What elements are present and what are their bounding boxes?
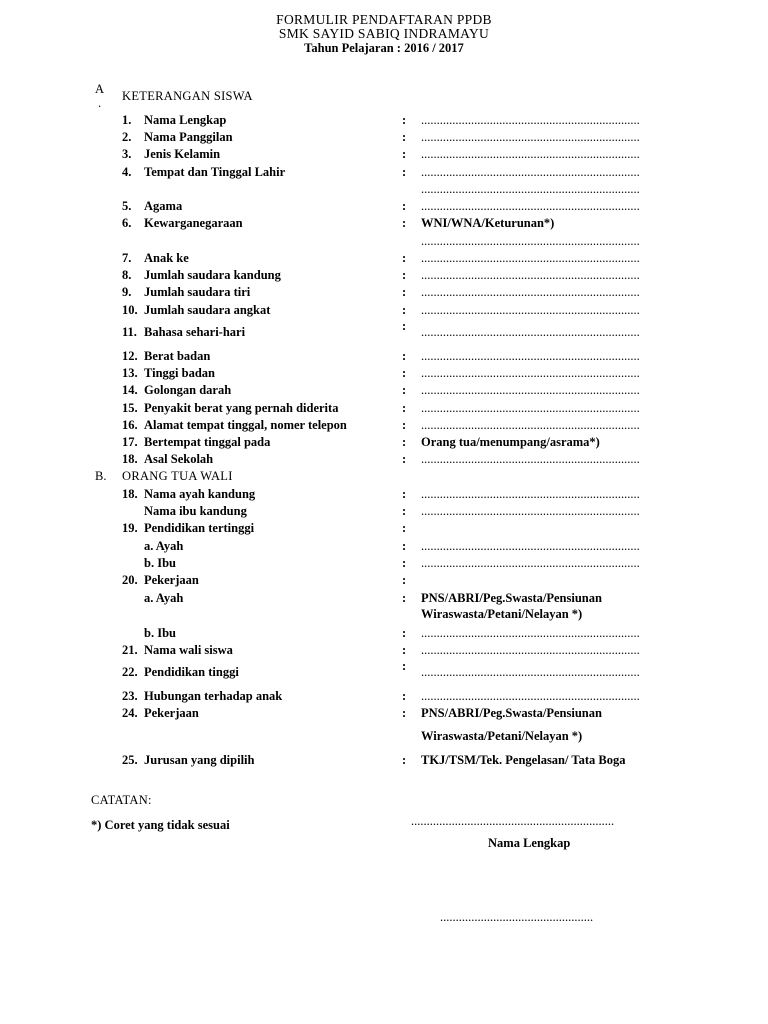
field-label: Pendidikan tertinggi — [144, 521, 255, 535]
fill-in-line[interactable]: ...................................................................... — [421, 626, 640, 640]
field-options: Orang tua/menumpang/asrama*) — [421, 435, 600, 449]
field-label: Jumlah saudara kandung — [144, 268, 281, 282]
fill-in-line[interactable]: ...................................................................... — [421, 383, 640, 397]
field-label: Bahasa sehari-hari — [144, 325, 246, 339]
fill-in-line[interactable]: ...................................................................... — [421, 366, 640, 380]
field-label: b. Ibu — [144, 626, 176, 640]
fill-in-line[interactable]: ...................................................................... — [421, 165, 640, 179]
fill-in-line[interactable]: ...................................................................... — [421, 349, 640, 363]
fill-in-line[interactable]: ...................................................................... — [421, 418, 640, 432]
fill-in-line[interactable]: ...................................................................... — [421, 452, 640, 466]
field-label: Tempat dan Tinggal Lahir — [144, 165, 286, 179]
field-options: Wiraswasta/Petani/Nelayan *) — [421, 729, 583, 743]
field-label: Hubungan terhadap anak — [144, 689, 283, 703]
form-title: FORMULIR PENDAFTARAN PPDB — [276, 12, 492, 27]
footnote: *) Coret yang tidak sesuai — [91, 818, 230, 832]
field-options: TKJ/TSM/Tek. Pengelasan/ Tata Boga — [421, 753, 626, 767]
field-label: Pekerjaan — [144, 573, 199, 587]
field-label: Nama Panggilan — [144, 130, 233, 144]
fill-in-line[interactable]: ...................................................................... — [421, 234, 640, 248]
signature-line-2[interactable]: ................................................. — [440, 910, 594, 924]
fill-in-line[interactable]: ...................................................................... — [421, 487, 640, 501]
field-label: Pekerjaan — [144, 706, 199, 720]
field-label: Berat badan — [144, 349, 211, 363]
field-options: PNS/ABRI/Peg.Swasta/Pensiunan — [421, 706, 602, 720]
field-options: WNI/WNA/Keturunan*) — [421, 216, 555, 230]
field-label: Pendidikan tinggi — [144, 665, 239, 679]
fill-in-line[interactable]: ...................................................................... — [421, 147, 640, 161]
signature-line[interactable]: ................................................................. — [411, 814, 615, 828]
field-label: Bertempat tinggal pada — [144, 435, 271, 449]
field-options: PNS/ABRI/Peg.Swasta/Pensiunan — [421, 591, 602, 605]
registration-form: FORMULIR PENDAFTARAN PPDB SMK SAYID SABIQ INDRAMAYU Tahun Pelajaran : 2016 / 2017 A . KETERANGAN SISWA 1. Nama Lengkap : ...................................................................... 2. Nama Panggilan : ...................................................................... 3. Jenis Kelamin : ...................................................................... 4. Tempat dan Tinggal Lahir : ...................................................................... ...................................................................... 5. Agama : ...................................................................... 6. Kewarganegaraan : WNI/WNA/Keturunan*) ...................................................................... 7. Anak ke : ...................................................................... 8. Jumlah saudara kandung : ...................................................................... 9. Jumlah saudara tiri : ...................................................................... 10. Jumlah saudara angkat : ...................................................................... 11. Bahasa sehari-hari : ...................................................................... 12. Berat badan : ...................................................................... 13. Tinggi badan : ...................................................................... 14. Golongan darah : ...................................................................... 15. Penyakit berat yang pernah diderita : ...................................................................... 16. Alamat tempat tinggal, nomer telepon : ...................................................................... 17. Bertempat tinggal pada : Orang tua/menumpang/asrama*) 18. Asal Sekolah : ...................................................................... B. ORANG TUA WALI 18. Nama ayah kandung : ...................................................................... Nama ibu kandung : ...................................................................... 19. Pendidikan tertinggi : a. Ayah : ...................................................................... b. Ibu : ...................................................................... 20. Pekerjaan : a. Ayah : PNS/ABRI/Peg.Swasta/Pensiunan Wiraswasta/Petani/Nelayan *) b. Ibu : ...................................................................... 21. Nama wali siswa : ...................................................................... 22. Pendidikan tinggi : ...................................................................... 23. Hubungan terhadap anak : ...................................................................... 24. Pekerjaan : PNS/ABRI/Peg.Swasta/Pensiunan Wiraswasta/Petani/Nelayan *) 25. Jurusan yang dipilih : TKJ/TSM/Tek. Pengelasan/ Tata Boga CATATAN: *) Coret yang tidak sesuai ................................................................. Nama Lengkap ................................................. — [0, 0, 768, 1024]
fill-in-line[interactable]: ...................................................................... — [421, 268, 640, 282]
section-a-dot: . — [98, 96, 102, 110]
fill-in-line[interactable]: ...................................................................... — [421, 251, 640, 265]
section-b-title: ORANG TUA WALI — [122, 469, 233, 483]
school-name: SMK SAYID SABIQ INDRAMAYU — [278, 26, 490, 41]
fill-in-line[interactable]: ...................................................................... — [421, 665, 640, 679]
field-label: b. Ibu — [144, 556, 176, 570]
fill-in-line[interactable]: ...................................................................... — [421, 325, 640, 339]
fill-in-line[interactable]: ...................................................................... — [421, 199, 640, 213]
field-label: Asal Sekolah — [144, 452, 214, 466]
field-label: Agama — [144, 199, 183, 213]
field-label: Penyakit berat yang pernah diderita — [144, 401, 339, 415]
fill-in-line[interactable]: ...................................................................... — [421, 504, 640, 518]
fill-in-line[interactable]: ...................................................................... — [421, 643, 640, 657]
fill-in-line[interactable]: ...................................................................... — [421, 556, 640, 570]
fill-in-line[interactable]: ...................................................................... — [421, 303, 640, 317]
field-label: Jumlah saudara tiri — [144, 285, 251, 299]
fill-in-line[interactable]: ...................................................................... — [421, 539, 640, 553]
field-label: Anak ke — [144, 251, 189, 265]
academic-year: Tahun Pelajaran : 2016 / 2017 — [304, 41, 464, 55]
field-label: Nama wali siswa — [144, 643, 233, 657]
field-label: Alamat tempat tinggal, nomer telepon — [144, 418, 347, 432]
fill-in-line[interactable]: ...................................................................... — [421, 182, 640, 196]
fill-in-line[interactable]: ...................................................................... — [421, 113, 640, 127]
catatan-heading: CATATAN: — [91, 793, 152, 807]
field-options: Wiraswasta/Petani/Nelayan *) — [421, 607, 583, 621]
field-label: Tinggi badan — [144, 366, 215, 380]
field-label: Nama Lengkap — [144, 113, 227, 127]
field-label: Nama ibu kandung — [144, 504, 247, 518]
field-label: a. Ayah — [144, 539, 184, 553]
section-b-letter: B. — [95, 469, 107, 483]
section-a-title: KETERANGAN SISWA — [122, 89, 253, 103]
field-label: Kewarganegaraan — [144, 216, 243, 230]
field-label: Jurusan yang dipilih — [144, 753, 255, 767]
fill-in-line[interactable]: ...................................................................... — [421, 689, 640, 703]
field-label: a. Ayah — [144, 591, 184, 605]
field-label: Nama ayah kandung — [144, 487, 256, 501]
field-label: Golongan darah — [144, 383, 232, 397]
signature-name-label: Nama Lengkap — [488, 836, 571, 850]
section-a-letter: A — [95, 82, 105, 96]
fill-in-line[interactable]: ...................................................................... — [421, 130, 640, 144]
fill-in-line[interactable]: ...................................................................... — [421, 285, 640, 299]
field-label: Jumlah saudara angkat — [144, 303, 271, 317]
field-label: Jenis Kelamin — [144, 147, 221, 161]
fill-in-line[interactable]: ...................................................................... — [421, 401, 640, 415]
